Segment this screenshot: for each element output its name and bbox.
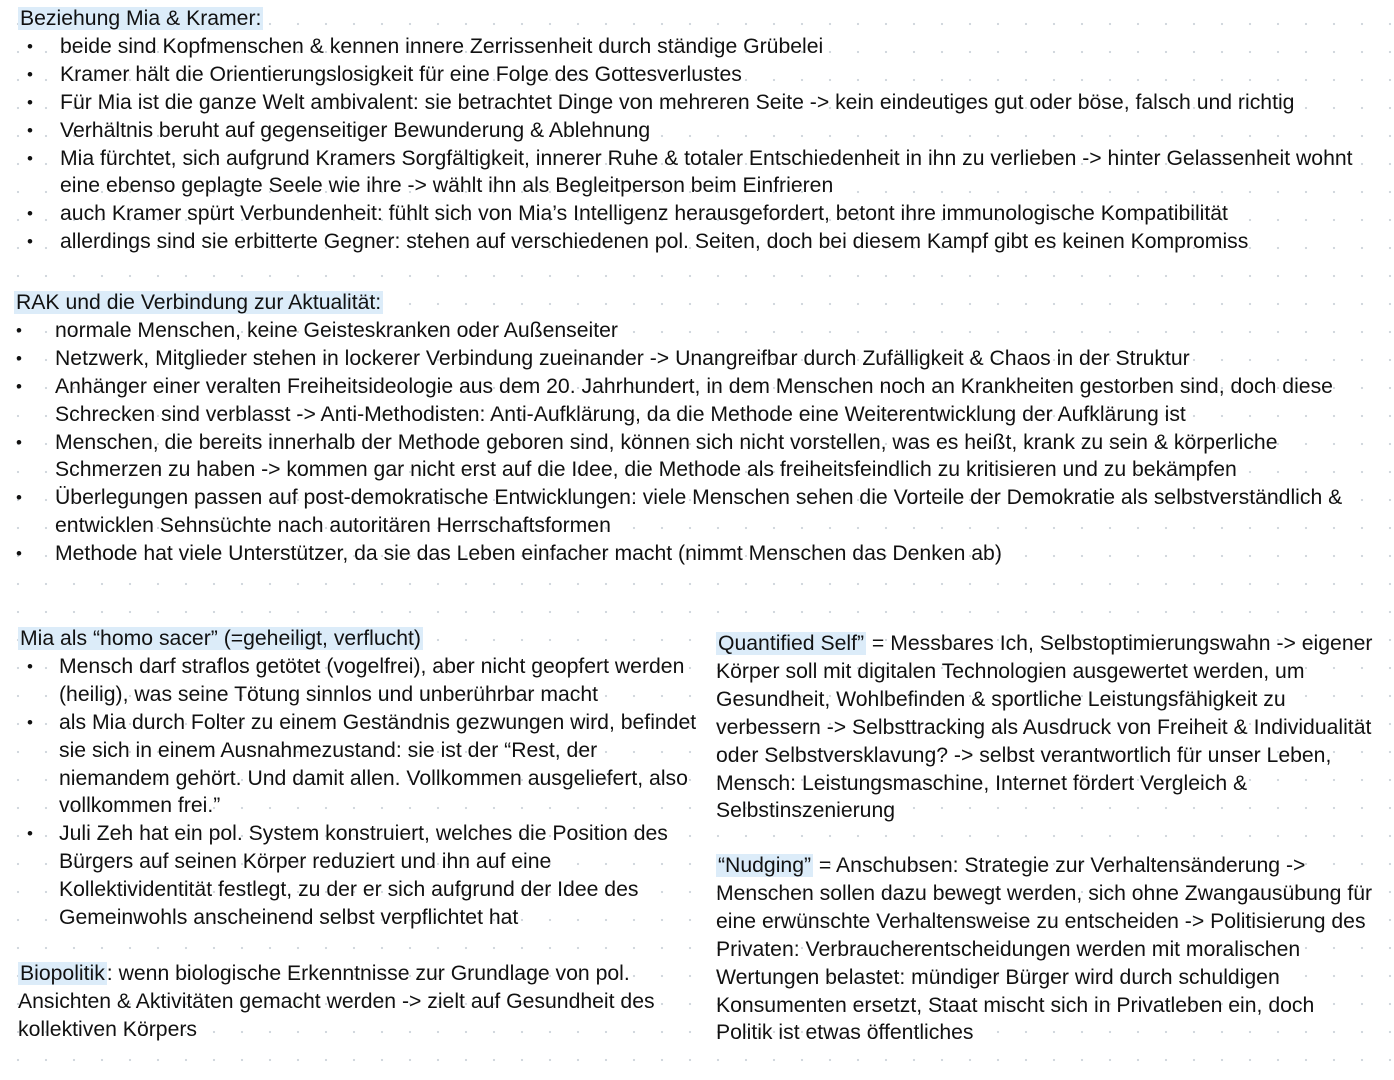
heading-homo-sacer: Mia als “homo sacer” (=geheiligt, verflucht): [20, 627, 421, 650]
list-item: • als Mia durch Folter zu einem Geständnis gezwungen wird, befindet sie sich in einem Ausnahmezustand: sie ist der “Rest, der niemandem gehört. Und damit allen. Vollkommen ausgeliefert, also vollkommen frei.”: [18, 709, 700, 821]
list-item: • auch Kramer spürt Verbundenheit: fühlt sich von Mia’s Intelligenz herausgefordert, betont ihre immunologische Kompatibilität: [18, 200, 1388, 228]
list-item: • Mensch darf straflos getötet (vogelfrei), aber nicht geopfert werden (heilig), was seine Tötung sinnlos und unberührbar macht: [18, 653, 700, 709]
list-homo-sacer: [18, 653, 700, 932]
list-beziehung: [18, 33, 1388, 256]
paragraph-biopolitik: : wenn biologische Erkenntnisse zur Grundlage von pol. Ansichten & Aktivitäten gemacht werden -> zielt auf Gesundheit des kollektiven Körpers: [18, 962, 655, 1041]
list-item: • Methode hat viele Unterstützer, da sie das Leben einfacher macht (nimmt Menschen das Denken ab): [14, 540, 1374, 568]
heading-biopolitik: Biopolitik: [20, 962, 105, 985]
section-quantified-self: [716, 630, 1376, 825]
list-rak: [14, 317, 1374, 568]
heading-quantified-self: Quantified Self”: [718, 632, 865, 655]
section-rak: [14, 289, 1374, 568]
list-item: • Verhältnis beruht auf gegenseitiger Bewunderung & Ablehnung: [18, 117, 1388, 145]
heading-nudging: “Nudging”: [718, 854, 812, 877]
section-homo-sacer: [18, 625, 700, 932]
section-nudging: [716, 852, 1376, 1047]
list-item: • Mia fürchtet, sich aufgrund Kramers Sorgfältigkeit, innerer Ruhe & totaler Entschiedenheit in ihn zu verlieben -> hinter Gelassenheit wohnt eine ebenso geplagte Seele wie ihre -> wählt ihn als Begleitperson beim Einfrieren: [18, 145, 1388, 201]
list-item: • normale Menschen, keine Geisteskranken oder Außenseiter: [14, 317, 1374, 345]
list-item: • beide sind Kopfmenschen & kennen innere Zerrissenheit durch ständige Grübelei: [18, 33, 1388, 61]
list-item: • Kramer hält die Orientierungslosigkeit für eine Folge des Gottesverlustes: [18, 61, 1388, 89]
paragraph-nudging: = Anschubsen: Strategie zur Verhaltensänderung -> Menschen sollen dazu bewegt werden, sich ohne Zwangausübung für eine erwünschte Verhaltensweise zu entscheiden -> Politisierung des Privaten: Verbraucherentscheidungen werden mit moralischen Wertungen belastet: mündiger Bürger wird durch schuldigen Konsumenten ersetzt, Staat mischt sich in Privatleben ein, doch Politik ist etwas öffentliches: [716, 854, 1373, 1045]
section-biopolitik: [18, 960, 700, 1044]
list-item: • Für Mia ist die ganze Welt ambivalent: sie betrachtet Dinge von mehreren Seite -> kein eindeutiges gut oder böse, falsch und richtig: [18, 89, 1388, 117]
list-item: • Anhänger einer veralten Freiheitsideologie aus dem 20. Jahrhundert, in dem Menschen noch an Krankheiten gestorben sind, doch diese Schrecken sind verblasst -> Anti-Methodisten: Anti-Aufklärung, da die Methode eine Weiterentwicklung der Aufklärung ist: [14, 373, 1374, 429]
section-beziehung: [18, 5, 1388, 256]
list-item: • Juli Zeh hat ein pol. System konstruiert, welches die Position des Bürgers auf seinen Körper reduziert und ihn auf eine Kollektividentität festlegt, zu der er sich aufgrund der Idee des Gemeinwohls anscheinend selbst verpflichtet hat: [18, 820, 700, 932]
paragraph-quantified-self: = Messbares Ich, Selbstoptimierungswahn -> eigener Körper soll mit digitalen Technologien ausgewertet werden, um Gesundheit, Wohlbefinden & sportliche Leistungsfähigkeit zu verbessern -> Selbsttracking als Ausdruck von Freiheit & Individualität oder Selbstversklavung? -> selbst verantwortlich für unser Leben, Mensch: Leistungsmaschine, Internet fördert Vergleich & Selbstinszenierung: [716, 632, 1373, 823]
list-item: • Netzwerk, Mitglieder stehen in lockerer Verbindung zueinander -> Unangreifbar durch Zufälligkeit & Chaos in der Struktur: [14, 345, 1374, 373]
list-item: • Menschen, die bereits innerhalb der Methode geboren sind, können sich nicht vorstellen, was es heißt, krank zu sein & körperliche Schmerzen zu haben -> kommen gar nicht erst auf die Idee, die Methode als freiheitsfeindlich zu kritisieren und zu bekämpfen: [14, 429, 1374, 485]
list-item: • Überlegungen passen auf post-demokratische Entwicklungen: viele Menschen sehen die Vorteile der Demokratie als selbstverständlich & entwicklen Sehnsüchte nach autoritären Herrschaftsformen: [14, 484, 1374, 540]
heading-rak: RAK und die Verbindung zur Aktualität:: [16, 291, 382, 314]
list-item: • allerdings sind sie erbitterte Gegner: stehen auf verschiedenen pol. Seiten, doch bei diesem Kampf gibt es keinen Kompromiss: [18, 228, 1388, 256]
heading-beziehung: Beziehung Mia & Kramer:: [20, 7, 262, 30]
